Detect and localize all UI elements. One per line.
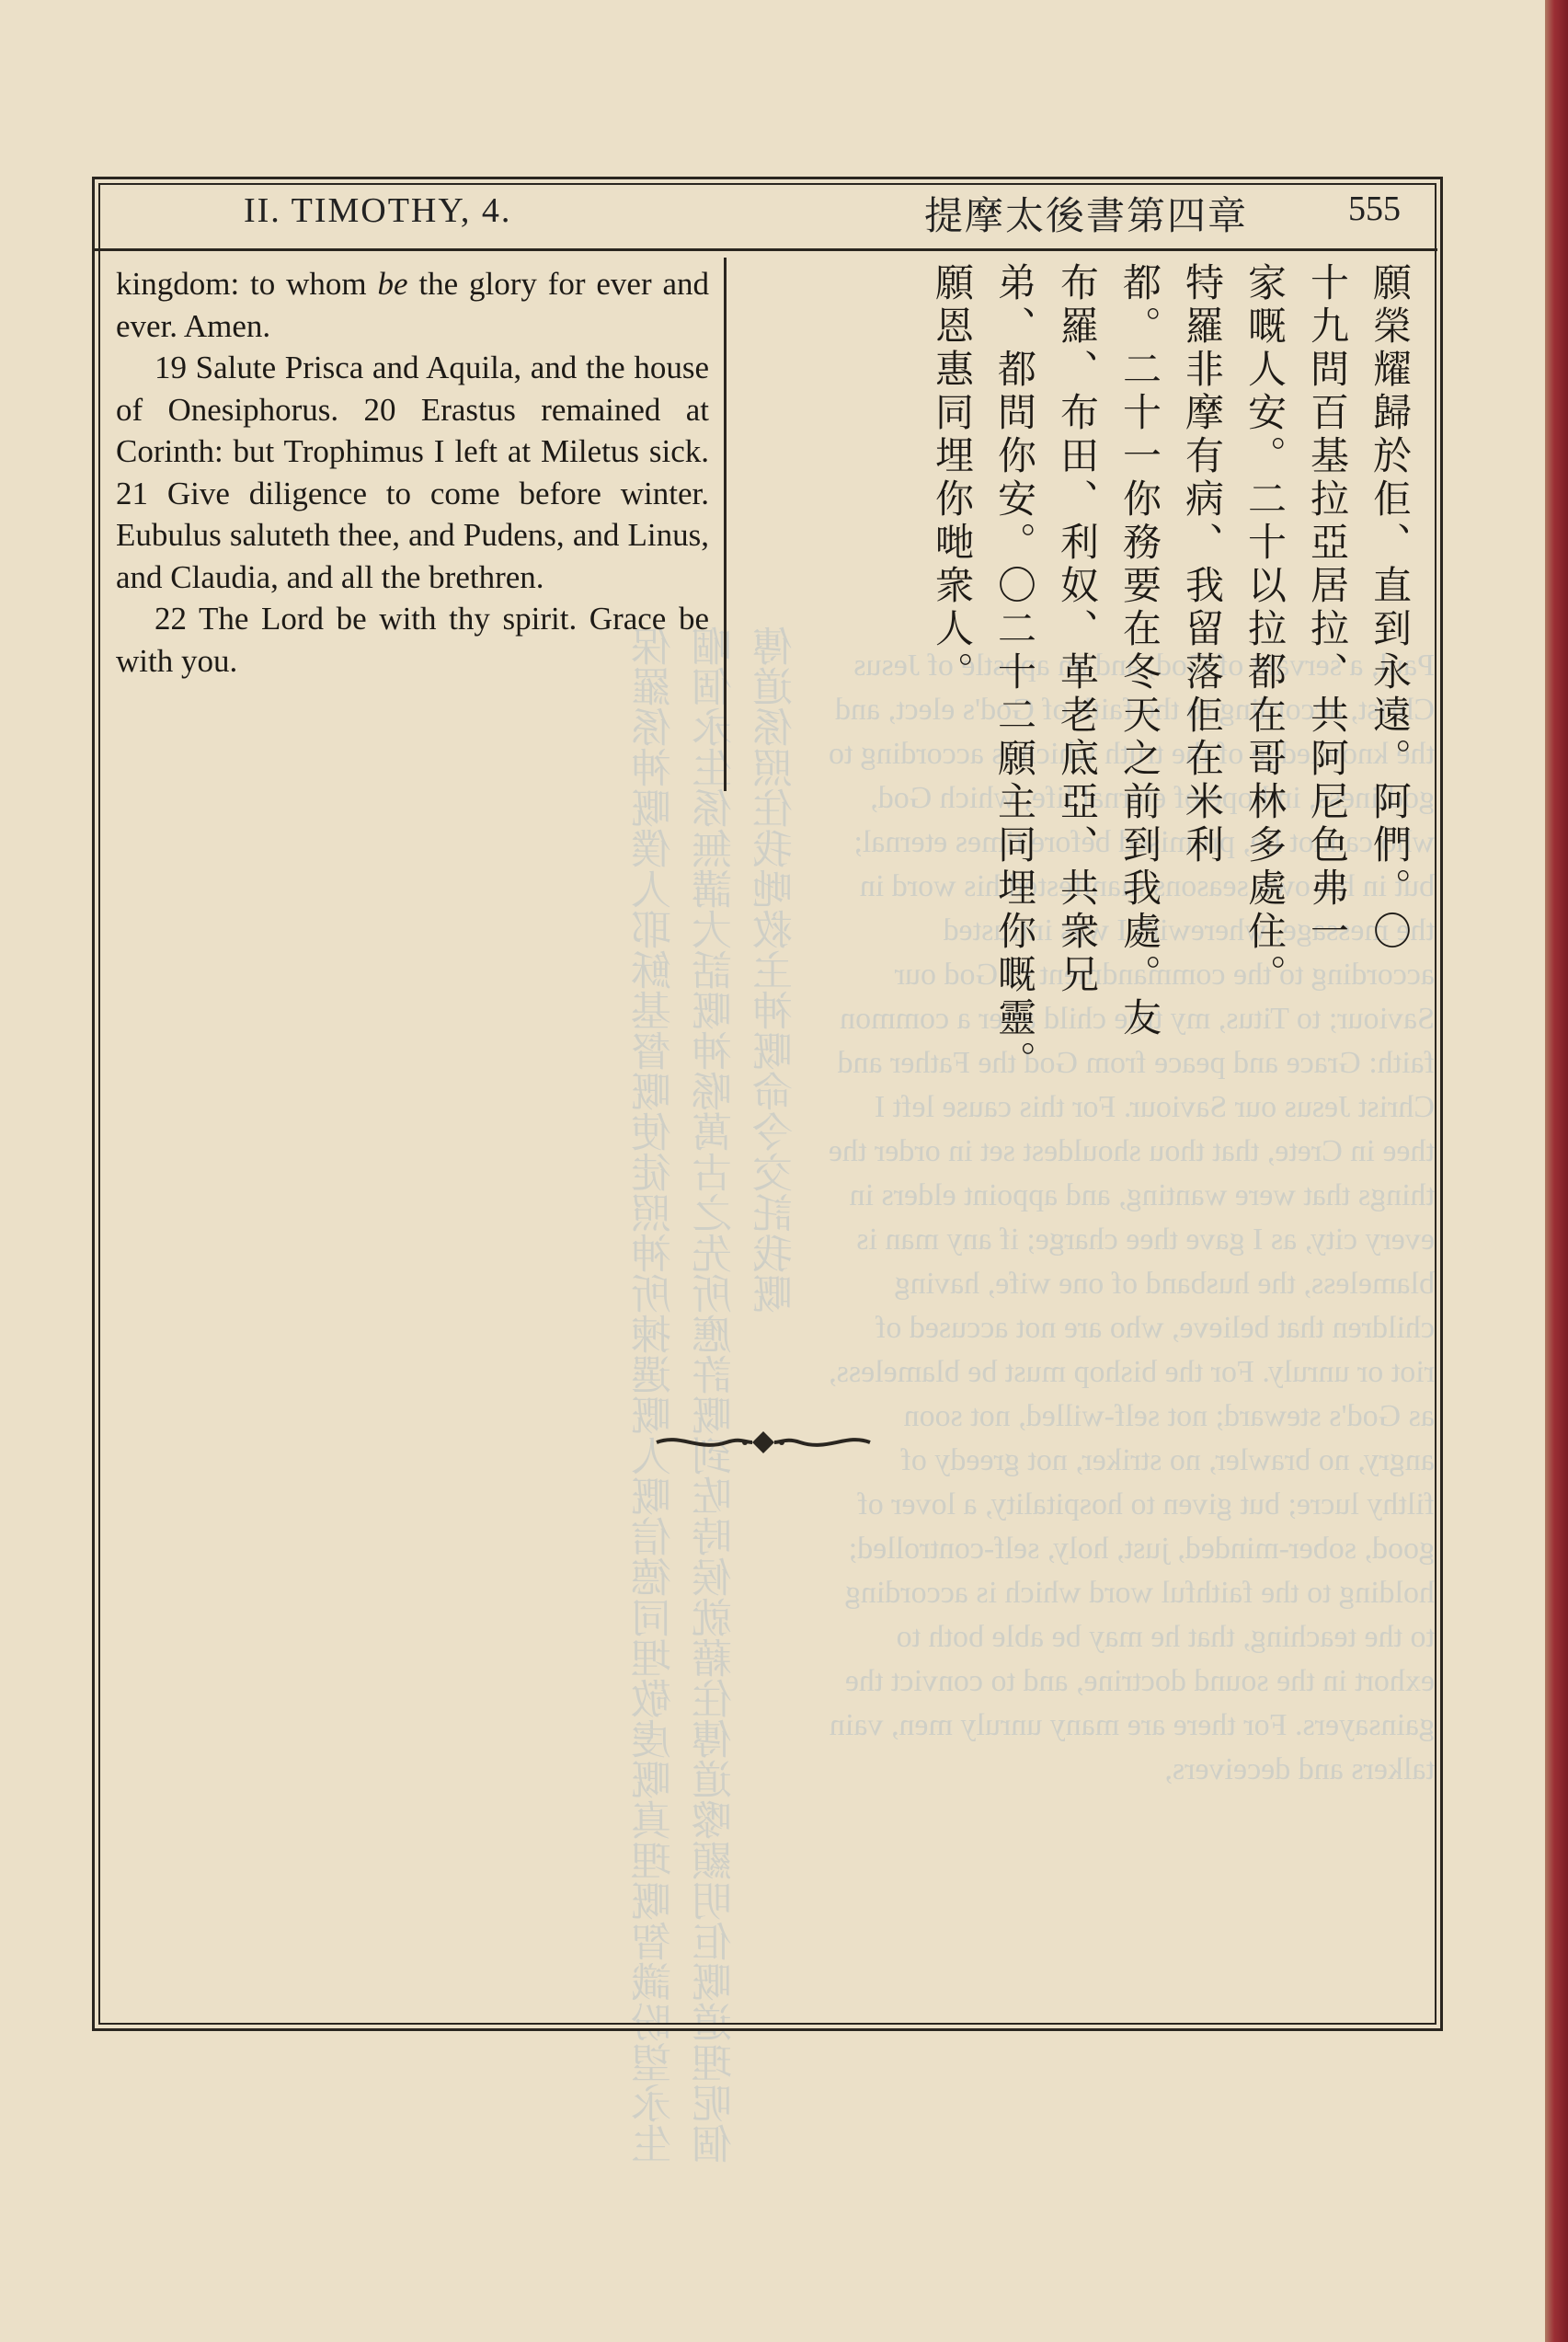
chinese-column: 特羅非摩有病、我留落佢在米利 — [1180, 262, 1225, 867]
bleed-through-chinese: 保羅係神嘅僕人耶穌基督嘅使徒照神所揀選嘅人嘅信德同埋敬虔嘅真理嘅智識盼望永生嗰個永生係無講大話嘅神喺萬古之先所應許嘅到咗時候就藉住傳道嚟顯明佢嘅道理呢個傳道係照住我哋救主神嘅命令交託我嘅 — [632, 626, 800, 2164]
verse-number: 19 — [155, 350, 187, 385]
chinese-column: 願榮耀歸於佢、直到永遠。阿們。〇 — [1368, 262, 1413, 954]
chinese-column: 願恩惠同埋你哋衆人。 — [930, 262, 975, 695]
english-text-column — [116, 263, 709, 682]
verse-number: 21 — [116, 475, 148, 511]
header-chinese-title: 提摩太後書第四章 — [924, 193, 1249, 238]
chinese-text-columns — [736, 262, 1421, 1084]
page-number: 555 — [1348, 189, 1401, 228]
book-binding-edge — [1545, 0, 1568, 2342]
running-header — [92, 177, 1437, 251]
header-book-chapter: II. TIMOTHY, 4. — [244, 191, 512, 230]
chinese-column: 布羅、布田、利奴、革老底亞、共衆兄 — [1055, 262, 1100, 997]
english-paragraph: kingdom: to whom be the glory for ever and ever. Amen. — [116, 266, 709, 344]
chinese-column: 都。二十一你務要在冬天之前到我處。友 — [1117, 262, 1162, 1040]
column-divider — [724, 258, 727, 791]
chinese-column: 十九問百基拉亞居拉、共阿尼色弗一 — [1305, 262, 1350, 954]
verse-number: 20 — [363, 391, 396, 428]
chinese-column: 弟、都問你安。〇二十二願主同埋你嘅靈。 — [992, 262, 1037, 1084]
english-paragraph: 19 Salute Prisca and Aquila, and the house of Onesiphorus. 20 Erastus remained at Corinth: but Trophimus I left at Miletus sick. 21 Give diligence to come before winter. Eubulus saluteth thee, and Pudens, and Linus, and Claudia, and all the brethren. — [116, 350, 709, 595]
english-paragraph: 22 The Lord be with thy spirit. Grace be with you. — [116, 601, 709, 679]
bleed-through-english: Paul, a servant of God, and an apostle of Jesus Christ, according to the faith of God's elect, and the knowledge of the truth which is according to godliness, in hope of eternal life, which God, who cannot lie, promised before times eternal; but in his own seasons manifested his word in the message, wherewith I was intrusted according to the commandment of God our Saviour; to Titus, my true child after a common faith: Grace and peace from God the Father and Christ Jesus our Saviour. For this cause left I thee in Crete, that thou shouldest set in order the things that were wanting, and appoint elders in every city, as I gave thee charge; if any man is blameless, the husband of one wife, having children that believe, who are not accused of riot or unruly. For the bishop must be blameless, as God's steward; not self-willed, not soon angry, no brawler, no striker, not greedy of filthy lucre; but given to hospitality, a lover of good, sober-minded, just, holy, self-controlled; holding to the faithful word which is according to the teaching, that he may be able both to exhort in the sound doctrine, and to convict the gainsayers. For there are many unruly men, vain talkers and deceivers, — [828, 649, 1435, 1786]
chinese-column: 家嘅人安。二十以拉都在哥林多處住。 — [1242, 262, 1288, 997]
end-ornament-icon — [653, 1424, 874, 1461]
verse-number: 22 — [155, 601, 187, 637]
